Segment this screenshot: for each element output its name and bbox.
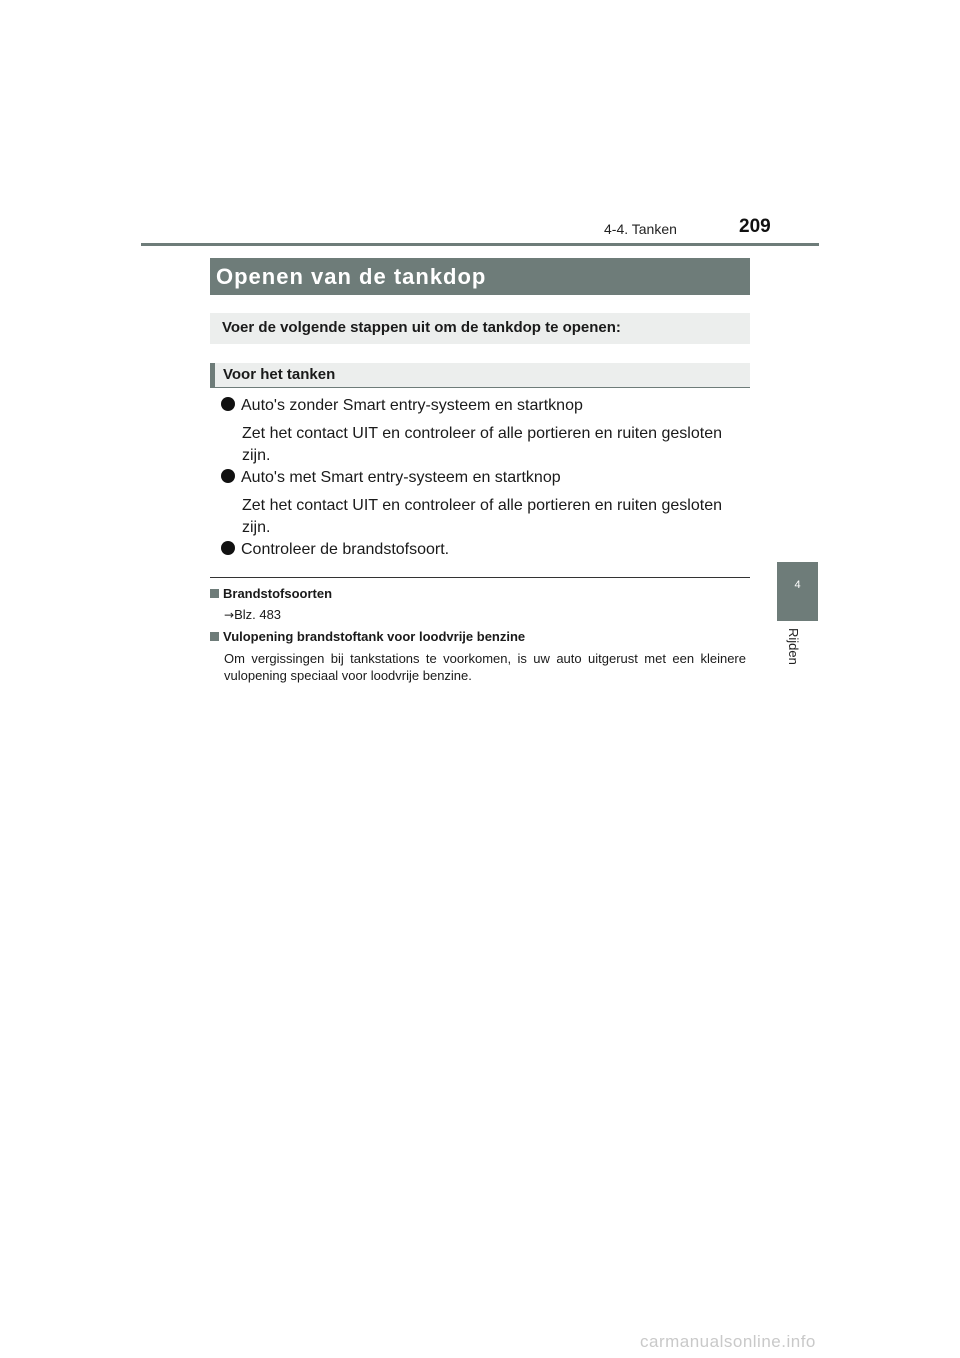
bullet-heading: Auto's met Smart entry-systeem en startknop (241, 469, 561, 486)
page-number: 209 (739, 216, 771, 237)
bullet-heading: Auto's zonder Smart entry-systeem en startknop (241, 397, 583, 414)
note-reference (224, 606, 746, 624)
bullet-item (221, 539, 449, 561)
bullet-item (221, 395, 583, 417)
arrow-right-icon: → (224, 608, 235, 622)
page-reference[interactable]: Blz. 483 (234, 607, 282, 622)
bullet-icon (221, 397, 235, 411)
section-header: 4-4. Tanken (604, 221, 677, 237)
notes-divider (210, 577, 750, 578)
watermark: carmanualsonline.info (640, 1332, 816, 1351)
chapter-label: Rijden (786, 628, 801, 665)
square-icon (210, 632, 219, 641)
page-title: Openen van de tankdop (210, 258, 750, 295)
header-divider (141, 243, 819, 246)
note-heading (210, 629, 525, 645)
note-heading (210, 586, 332, 602)
bullet-heading: Controleer de brandstofsoort. (241, 541, 450, 558)
intro-text: Voer de volgende stappen uit om de tankdop te openen: (210, 313, 750, 344)
chapter-number: 4 (794, 579, 801, 591)
note-body: Om vergissingen bij tankstations te voorkomen, is uw auto uitgerust met een kleinere vulopening speciaal voor loodvrije benzine. (224, 651, 746, 683)
note-heading-text: Brandstofsoorten (223, 586, 333, 601)
note-heading-text: Vulopening brandstoftank voor loodvrije benzine (223, 629, 526, 644)
chapter-tab (777, 562, 818, 621)
bullet-body: Zet het contact UIT en controleer of alle portieren en ruiten gesloten zijn. (242, 497, 722, 536)
bullet-item (221, 467, 561, 489)
square-icon (210, 589, 219, 598)
bullet-icon (221, 541, 235, 555)
bullet-icon (221, 469, 235, 483)
subsection-heading: Voor het tanken (210, 363, 750, 388)
bullet-body: Zet het contact UIT en controleer of alle portieren en ruiten gesloten zijn. (242, 425, 722, 464)
